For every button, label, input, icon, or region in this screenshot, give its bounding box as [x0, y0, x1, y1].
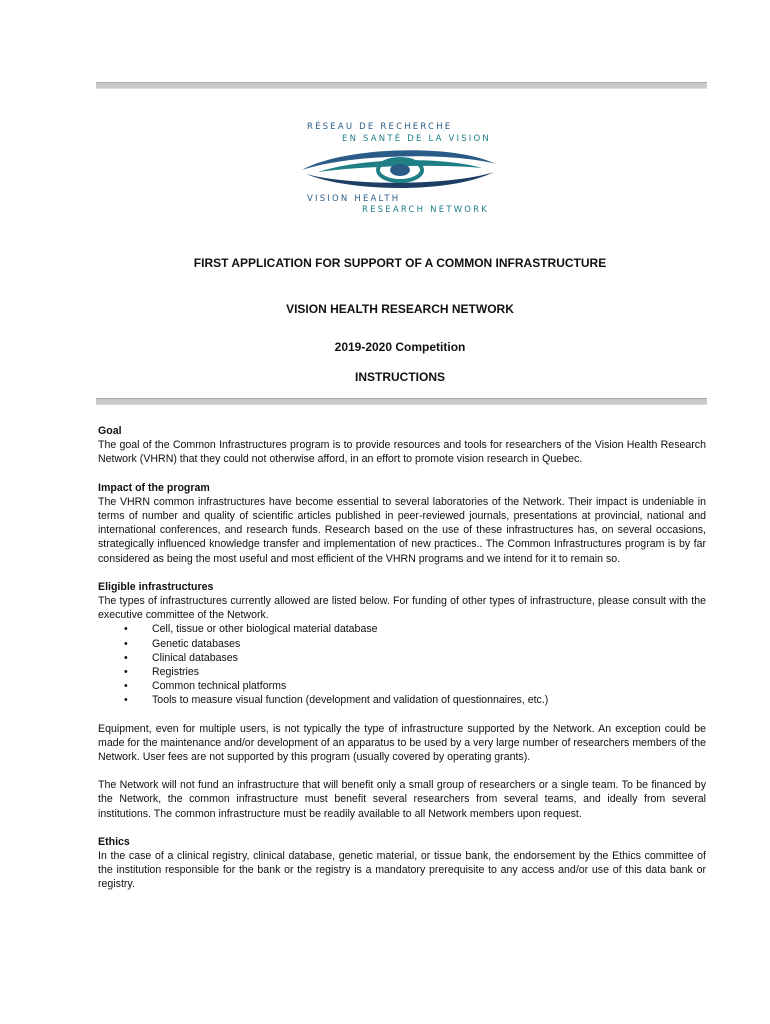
- impact-text: The VHRN common infrastructures have become essential to several laboratories of the Network. Their impact is undeniable in terms of number and quality of scientific articles published in peer-reviewed journals, presentations at provincial, national and international conferences, and research funds. Research based on the use of these infrastructures has, on several occasions, strategically influenced knowledge transfer and implementation of new practices.. The Common Infrastructures program is by far considered as being the most useful and most efficient of the VHRN programs and we intend for it to remain so.: [98, 495, 706, 565]
- list-item: • Genetic databases: [124, 637, 706, 651]
- instructions-heading: INSTRUCTIONS: [355, 370, 445, 384]
- goal-text: The goal of the Common Infrastructures program is to provide resources and tools for researchers of the Vision Health Research Network (VHRN) that they could not otherwise afford, in an effort to promote vision research in Quebec.: [98, 439, 706, 466]
- eye-logo-icon: [300, 146, 500, 192]
- ethics-heading: Ethics: [98, 835, 130, 848]
- vhrn-logo: [300, 120, 500, 218]
- competition-year: 2019-2020 Competition: [334, 340, 466, 354]
- impact-heading: Impact of the program: [98, 481, 210, 494]
- eligible-intro: The types of infrastructures currently allowed are listed below. For funding of other types of infrastructure, please consult with the executive committee of the Network.: [98, 595, 706, 622]
- equipment-text: Equipment, even for multiple users, is not typically the type of infrastructure supported by the Network. An exception could be made for the maintenance and/or development of an apparatus to be used by a very large number of researchers members of the Network. User fees are not supported by this program (usually covered by operating grants).: [98, 722, 706, 764]
- list-item: • Clinical databases: [124, 651, 706, 665]
- logo-text-french-2: EN SANTÉ DE LA VISION: [342, 134, 491, 144]
- logo-text-french-1: RÉSEAU DE RECHERCHE: [307, 122, 453, 132]
- list-item: • Cell, tissue or other biological material database: [124, 622, 706, 636]
- ethics-text: In the case of a clinical registry, clinical database, genetic material, or tissue bank, the endorsement by the Ethics committee of the institution responsible for the bank or the registry is a mandatory prerequisite to any access and/or use of this data bank or registry.: [98, 850, 706, 891]
- section-divider: [96, 398, 707, 405]
- top-divider: [96, 82, 707, 89]
- list-item: • Registries: [124, 665, 706, 679]
- document-title: FIRST APPLICATION FOR SUPPORT OF A COMMON INFRASTRUCTURE: [193, 256, 607, 270]
- eligible-list: [98, 622, 706, 707]
- logo-text-english-1: VISION HEALTH: [307, 194, 401, 204]
- network-funding-text: The Network will not fund an infrastructure that will benefit only a small group of researchers or a single team. To be financed by the Network, the common infrastructure must benefit several researchers from several teams, and ideally from several institutions. The common infrastructure must be readily available to all Network members upon request.: [98, 779, 706, 820]
- list-item: • Common technical platforms: [124, 679, 706, 693]
- eligible-heading: Eligible infrastructures: [98, 580, 214, 593]
- document-body: [98, 424, 706, 892]
- network-name: VISION HEALTH RESEARCH NETWORK: [286, 302, 514, 316]
- logo-text-english-2: RESEARCH NETWORK: [362, 205, 490, 215]
- goal-heading: Goal: [98, 425, 122, 437]
- list-item: • Tools to measure visual function (development and validation of questionnaires, etc.): [124, 693, 706, 707]
